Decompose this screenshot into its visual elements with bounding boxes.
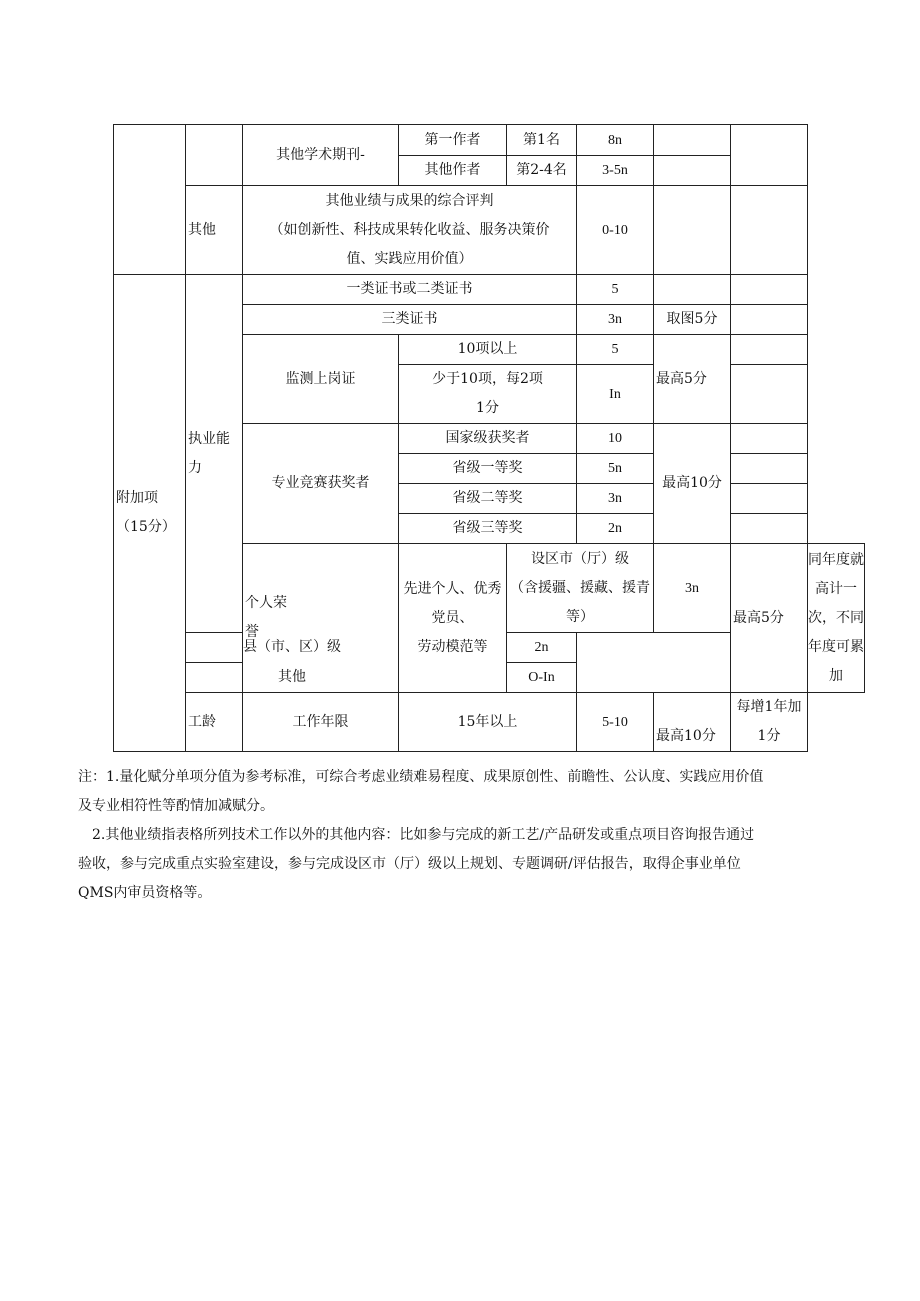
honor-desc-line: 先进个人、优秀党员、 [403, 580, 502, 626]
competition-prov3-score: 2n [577, 514, 654, 544]
honor-note-line: 加 [829, 667, 843, 684]
cert-12-score: 5 [577, 275, 654, 305]
empty-cell [731, 454, 808, 484]
other-desc-line: 值、实践应用价值） [346, 250, 473, 267]
notes-section [78, 763, 848, 908]
honor-county-label: 县（市、区）级 [186, 633, 399, 663]
honor-desc-line: 劳动模范等 [417, 638, 488, 655]
honor-note-line: 高计一 [815, 580, 857, 597]
empty-cell [731, 275, 808, 305]
cert-3-label: 三类证书 [243, 305, 577, 335]
empty-cell [731, 484, 808, 514]
competition-max: 最高10分 [654, 424, 731, 544]
seniority-condition: 15年以上 [399, 693, 577, 752]
honor-city-score: 3n [654, 544, 731, 633]
monitor-less10-line: 少于10项，每2项 [432, 371, 543, 387]
honor-note-line: 年度可累 [808, 638, 864, 655]
empty-cell [731, 514, 808, 544]
note-2-line-1: 2.其他业绩指表格所列技术工作以外的其他内容：比如参与完成的新工艺/产品研发或重点项目咨询报告通过 [92, 827, 755, 843]
empty-cell [654, 125, 731, 156]
honor-other-label: 其他 [186, 663, 399, 693]
practice-label-line: 力 [188, 459, 202, 476]
other-desc-line: 其他业绩与成果的综合评判 [325, 192, 494, 209]
cert-3-score: 3n [577, 305, 654, 335]
practice-ability-label [186, 275, 243, 633]
seniority-note [731, 693, 808, 752]
note-2-line-2: 验收，参与完成重点实验室建设，参与完成设区市（厅）级以上规划、专题调研/评估报告，取得企事业单位 [78, 856, 741, 872]
competition-prov1-score: 5n [577, 454, 654, 484]
score-first-author: 8n [577, 125, 654, 156]
note-1-line-2: 及专业相符性等酌情加减赋分。 [78, 798, 274, 814]
additional-points: （15分） [116, 519, 176, 535]
empty-cell [731, 305, 808, 335]
other-description [243, 186, 577, 275]
seniority-label: 工龄 [186, 693, 243, 752]
cert-3-note: 取图5分 [654, 305, 731, 335]
scoring-table [113, 124, 865, 752]
honor-label-line: 个人荣 [245, 595, 287, 611]
author-other: 其他作者 [399, 156, 507, 186]
monitor-max: 最高5分 [654, 335, 731, 424]
honor-other-score: O-In [507, 663, 577, 693]
honor-city-line: （含援疆、援藏、援青 [510, 579, 650, 596]
honor-label-line: 誉 [245, 624, 259, 640]
monitor-less10-label [399, 365, 577, 424]
honor-city-line: 等） [566, 608, 594, 625]
empty-cell [654, 186, 731, 275]
empty-cell [114, 125, 186, 275]
author-first: 第一作者 [399, 125, 507, 156]
other-category: 其他 [186, 186, 243, 275]
honor-city-label [507, 544, 654, 633]
empty-cell [731, 186, 808, 275]
additional-label: 附加项 [116, 490, 158, 506]
rank-other: 第2-4名 [507, 156, 577, 186]
honor-note [808, 544, 865, 693]
journal-label: 其他学术期刊- [243, 125, 399, 186]
seniority-note-line: 1分 [757, 728, 781, 744]
honor-desc [399, 544, 507, 693]
note-2-line-3: QMS内审员资格等。 [78, 885, 212, 901]
competition-national-score: 10 [577, 424, 654, 454]
other-desc-line: （如创新性、科技成果转化收益、服务决策价 [269, 221, 550, 238]
seniority-score: 5-10 [577, 693, 654, 752]
monitor-10plus-score: 5 [577, 335, 654, 365]
honor-note-line: 次，不同 [808, 609, 864, 626]
monitor-cert-label: 监测上岗证 [243, 335, 399, 424]
rank-first: 第1名 [507, 125, 577, 156]
competition-prov2-label: 省级二等奖 [399, 484, 577, 514]
seniority-item: 工作年限 [243, 693, 399, 752]
monitor-10plus-label: 10项以上 [399, 335, 577, 365]
additional-items-label [114, 275, 186, 752]
seniority-max: 最高10分 [654, 693, 731, 752]
empty-cell [654, 275, 731, 305]
monitor-less10-line: 1分 [476, 400, 499, 416]
note-1-line-1: 注：1.量化赋分单项分值为参考标准，可综合考虑业绩难易程度、成果原创性、前瞻性、公认度、实践应用价值 [78, 769, 764, 785]
competition-prov2-score: 3n [577, 484, 654, 514]
practice-label-line: 执业能 [188, 430, 230, 447]
other-score: 0-10 [577, 186, 654, 275]
competition-prov1-label: 省级一等奖 [399, 454, 577, 484]
competition-prov3-label: 省级三等奖 [399, 514, 577, 544]
empty-cell [731, 424, 808, 454]
seniority-note-line: 每增1年加 [736, 699, 802, 715]
competition-label: 专业竞赛获奖者 [243, 424, 399, 544]
empty-cell [186, 125, 243, 186]
honor-note-line: 同年度就 [808, 551, 864, 568]
honor-city-line: 设区市（厅）级 [531, 550, 629, 567]
competition-national-label: 国家级获奖者 [399, 424, 577, 454]
empty-cell [731, 365, 808, 424]
empty-cell [731, 335, 808, 365]
honor-county-score: 2n [507, 633, 577, 663]
honor-max: 最高5分 [731, 544, 808, 693]
empty-cell [731, 125, 808, 186]
monitor-less10-score: In [577, 365, 654, 424]
score-other-author: 3-5n [577, 156, 654, 186]
empty-cell [654, 156, 731, 186]
cert-12-label: 一类证书或二类证书 [243, 275, 577, 305]
